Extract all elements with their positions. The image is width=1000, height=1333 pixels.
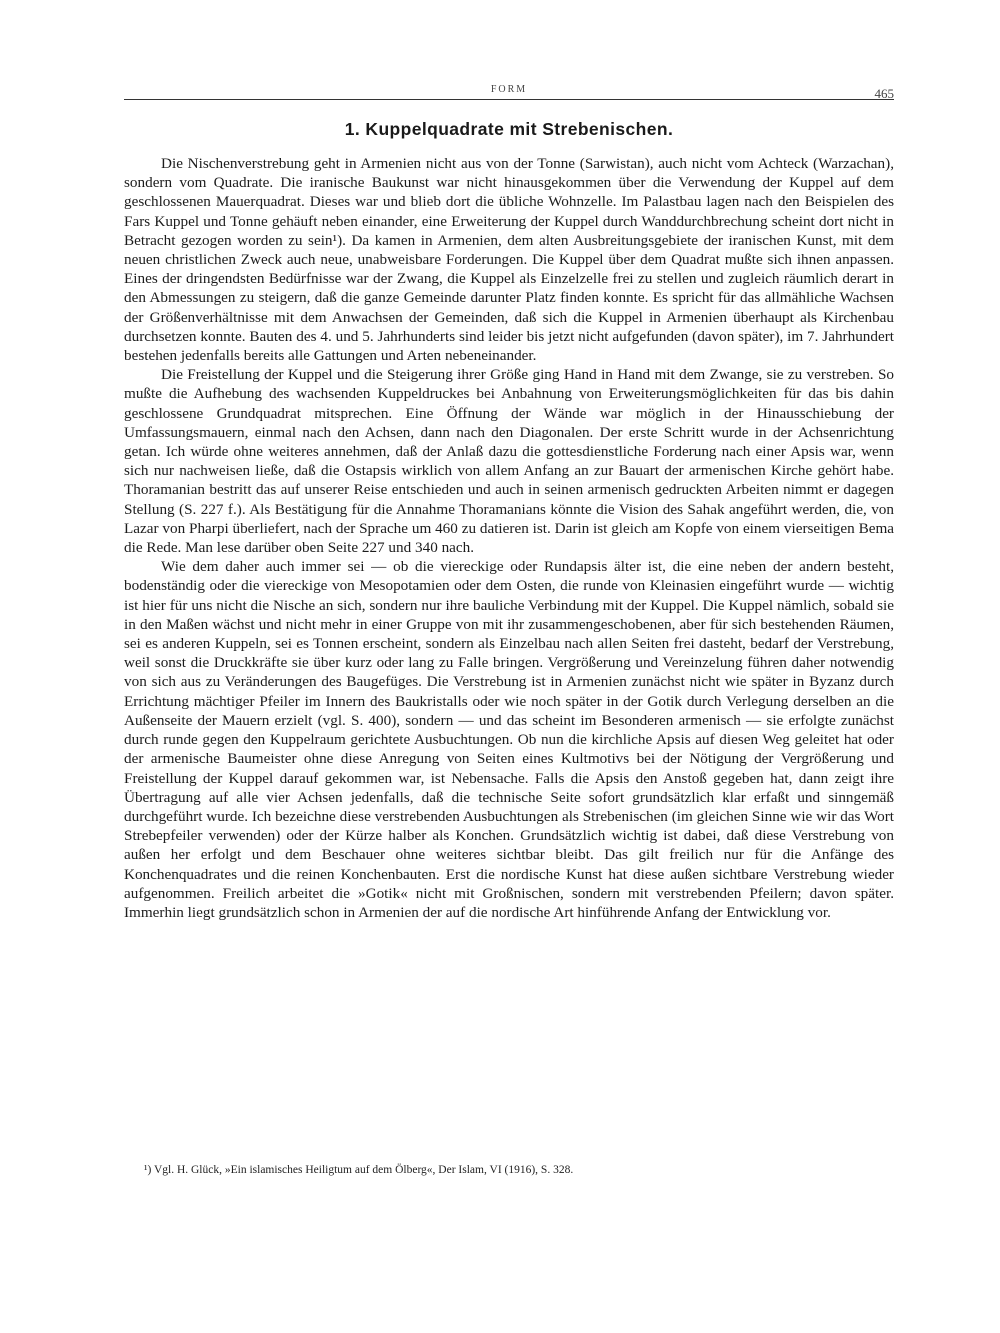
footnote: ¹) Vgl. H. Glück, »Ein islamisches Heiligtum auf dem Ölberg«, Der Islam, VI (1916), S. 328. xyxy=(144,1164,574,1176)
paragraph-3: Wie dem daher auch immer sei — ob die viereckige oder Rundapsis älter ist, die eine neben der andern besteht, bodenständig oder die viereckige von Mesopotamien oder dem Osten, die runde von Kleinasien eingeführt wurde — wichtig ist hier für uns nicht die Nische an sich, sondern nur ihre bauliche Verbindung mit der Kuppel. Die Kuppel nämlich, sobald sie in den Maßen wächst und nicht mehr in einer Gruppe von mit ihr zusammengeschobenen, aber für sich bestehenden Räumen, sei es anderen Kuppeln, sei es Tonnen erscheint, sondern als Einzelbau nach allen Seiten frei dasteht, bedarf der Verstrebung, weil sonst die Druckkräfte sie über kurz oder lang zu Falle bringen. Vergrößerung und Vereinzelung führen daher notwendig von sich aus zu Veränderungen des Baugefüges. Die Verstrebung ist in Armenien zunächst nicht wie später in Byzanz durch Errichtung mächtiger Pfeiler im Innern des Baukristalls oder wie noch später in der Gotik durch Verlegung derselben an die Außenseite der Mauern erzielt (vgl. S. 400), sondern — und das scheint im Besonderen armenisch — sie erfolgte zunächst durch runde gegen den Kuppelraum gerichtete Ausbuchtungen. Ob nun die kirchliche Apsis auf diesen Weg geleitet hat oder der armenische Baumeister ohne diese Anregung von Seiten eines Kultmotivs bei der Nötigung der Vergrößerung und Freistellung der Kuppel darauf gekommen war, ist Nebensache. Falls die Apsis den Anstoß gegeben hat, dann zeigt ihre Übertragung auf alle vier Achsen jedenfalls, daß die technische Seite sofort grundsätzlich klar erfaßt und sinngemäß durchgeführt wurde. Ich bezeichne diese verstrebenden Ausbuchtungen als Strebenischen (im gleichen Sinne wie wir das Wort Strebepfeiler verwenden) oder der Kürze halber als Konchen. Grundsätzlich wichtig ist dabei, daß diese Verstrebung von außen her erfolgt und dem Beschauer ohne weiteres sichtbar bleibt. Das gilt freilich nur für die Anfänge des Konchenquadrates und die reinen Konchenbauten. Erst die nordische Kunst hat diese außen sichtbare Verstrebung wieder aufgenommen. Freilich arbeitet die »Gotik« nicht mit Großnischen, sondern mit verstrebenden Pfeilern; davon später. Immerhin liegt grundsätzlich schon in Armenien der auf die nordische Art hinführende Anfang der Entwicklung vor. xyxy=(124,558,894,921)
page-number: 465 xyxy=(874,86,894,101)
paragraph-2: Die Freistellung der Kuppel und die Steigerung ihrer Größe ging Hand in Hand mit dem Zwange, sie zu verstreben. So mußte die Aufhebung des wachsenden Kuppeldruckes bei Anbahnung von Erweiterungsmöglichkeiten für das bis dahin geschlossene Grundquadrat mitsprechen. Eine Öffnung der Wände war möglich in der Hinausschiebung der Umfassungsmauern, einmal nach den Achsen, dann nach den Diagonalen. Der erste Schritt wurde in der Achsenrichtung getan. Ich würde ohne weiteres annehmen, daß der Anlaß dazu die gottesdienstliche Forderung nach einer Apsis war, wenn sich nur nachweisen ließe, daß die Ostapsis wirklich von allem Anfang an zur Bauart der armenischen Kirche gehört habe. Thoramanian bestritt das auf unserer Reise entschieden und auch in seinen armenisch gedruckten Arbeiten nimmt er dagegen Stellung (S. 227 f.). Als Bestätigung für die Annahme Thoramanians könnte die Vision des Sahak angeführt werden, die, von Lazar von Pharpi überliefert, nach der Sprache um 460 zu datieren ist. Darin ist gleich am Kopfe von einem vierseitigen Bema die Rede. Man lese darüber oben Seite 227 und 340 nach. xyxy=(124,366,894,557)
running-head xyxy=(124,82,894,100)
section-heading: 1. Kuppelquadrate mit Strebenischen. xyxy=(344,119,674,139)
body-text xyxy=(124,154,894,922)
paragraph-1: Die Nischenverstrebung geht in Armenien nicht aus von der Tonne (Sarwistan), auch nicht vom Achteck (Warzachan), sondern vom Quadrate. Die iranische Baukunst war nicht hinausgekommen über die Verwendung der Kuppel auf dem geschlossenen Mauerquadrat. Dieses war und blieb dort die übliche Wohnzelle. Im Palastbau lagen nach den Beispielen des Fars Kuppel und Tonne gehäuft neben einander, eine Erweiterung der Kuppel durch Wanddurchbrechung scheint dort nicht in Betracht gezogen worden zu sein¹). Da kamen in Armenien, dem alten Ausbreitungsgebiete der iranischen Kunst, mit dem neuen christlichen Zweck auch neue, unabweisbare Forderungen. Die Kuppel über dem Quadrat mußte sich ihnen anpassen. Eines der dringendsten Bedürfnisse war der Zwang, die Kuppel als Einzelzelle frei zu stellen und zugleich räumlich derart in den Abmessungen zu steigern, daß die ganze Gemeinde darunter Platz finden konnte. Es spricht für das allmähliche Wachsen der Größenverhältnisse mit dem Anwachsen der Gemeinden, daß sich die Kuppel in Armenien überhaupt als Kirchenbau durchsetzen konnte. Bauten des 4. und 5. Jahrhunderts sind leider bis jetzt nicht aufgefunden (davon später), im 7. Jahrhundert bestehen jedenfalls bereits alle Gattungen und Arten nebeneinander. xyxy=(124,155,894,365)
header-rule xyxy=(124,99,894,100)
running-title: FORM xyxy=(490,84,528,95)
